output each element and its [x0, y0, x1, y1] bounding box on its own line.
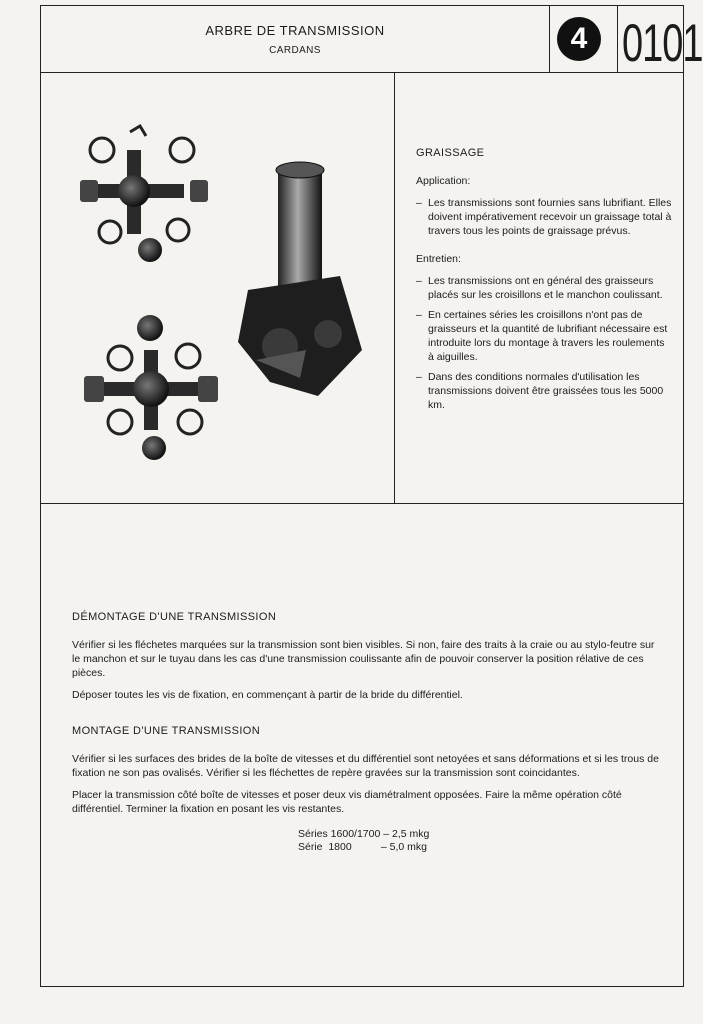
spec-value: – 2,5 mkg [383, 828, 430, 840]
header-title-box [40, 5, 550, 73]
list-item: – Les transmissions ont en général des graisseurs placés sur les croisillons et le manchon coulissant. [416, 274, 672, 302]
page-subtitle: CARDANS [269, 45, 321, 56]
list-item: – Les transmissions sont fournies sans lubrifiant. Elles doivent impérativement recevoir un graissage total à travers tous les points de graissage prévus. [416, 197, 672, 237]
entretien-item: En certaines séries les croisillons n'ont pas de graisseurs et la quantité de lubrifiant nécessaire est introduite lors du montage à travers les roulements à aiguilles. [428, 309, 668, 363]
cardan-parts-photo [70, 110, 380, 480]
spec-value: – 5,0 mkg [380, 841, 428, 853]
demontage-paragraph: Déposer toutes les vis de fixation, en commençant à partir de la bride du différentiel. [72, 689, 463, 701]
demontage-title: DÉMONTAGE D'UNE TRANSMISSION [72, 611, 277, 623]
section-badge: 4 [557, 17, 601, 61]
list-item: – Dans des conditions normales d'utilisation les transmissions doivent être graissées tous les 5000 km. [416, 370, 672, 412]
entretien-item: Les transmissions ont en général des graisseurs placés sur les croisillons et le manchon coulissant. [428, 275, 663, 301]
page-number: 0101 [622, 15, 703, 74]
application-item: Les transmissions sont fournies sans lubrifiant. Elles doivent impérativement recevoir un graissage total à travers tous les points de graissage prévus. [428, 197, 672, 237]
graissage-title: GRAISSAGE [416, 147, 485, 159]
torque-specs [298, 828, 662, 854]
column-divider [394, 73, 395, 503]
montage-title: MONTAGE D'UNE TRANSMISSION [72, 725, 261, 737]
entretien-item: Dans des conditions normales d'utilisation les transmissions doivent être graissées tous les 5000 km. [428, 371, 664, 411]
spec-row [298, 841, 662, 854]
upper-cross-assembly [80, 126, 208, 262]
page-title: ARBRE DE TRANSMISSION [205, 23, 385, 38]
spec-label: Séries 1600/1700 [298, 828, 381, 840]
slip-yoke-assembly [238, 162, 362, 396]
montage-paragraph: Placer la transmission côté boîte de vitesses et poser deux vis diamétralment opposées. Faire la même opération côté différentiel. Terminer la fixation en posant les vis restantes. [72, 789, 622, 815]
entretien-label: Entretien: [416, 253, 461, 265]
demontage-paragraph: Vérifier si les fléchetes marquées sur la transmission sont bien visibles. Si non, faire des traits à la craie ou au stylo-feutre sur le manchon et sur le tuyau dans les cas d'une transmission coulissante afin de pouvoir conserver la position rélative de ces pièces. [72, 639, 655, 679]
montage-paragraph: Vérifier si les surfaces des brides de la boîte de vitesses et du différentiel sont netoyées et sans déformations et si les trous de fixation ne son pas ovalisés. Vérifier si les fléchettes de repère gravées sur la transmission sont coincidantes. [72, 753, 659, 779]
page-number-box [618, 5, 703, 74]
section-divider [40, 503, 684, 504]
procedures-section [72, 610, 662, 854]
list-item: – En certaines séries les croisillons n'ont pas de graisseurs et la quantité de lubrifiant nécessaire est introduite lors du montage à travers les roulements à aiguilles. [416, 308, 672, 364]
cardan-parts-illustration [70, 110, 380, 480]
spec-label: Série 1800 [298, 841, 352, 853]
lower-cross-assembly [84, 315, 218, 460]
application-label: Application: [416, 175, 471, 187]
spec-row [298, 828, 662, 841]
section-badge-box [550, 5, 618, 73]
graissage-section [416, 146, 672, 418]
